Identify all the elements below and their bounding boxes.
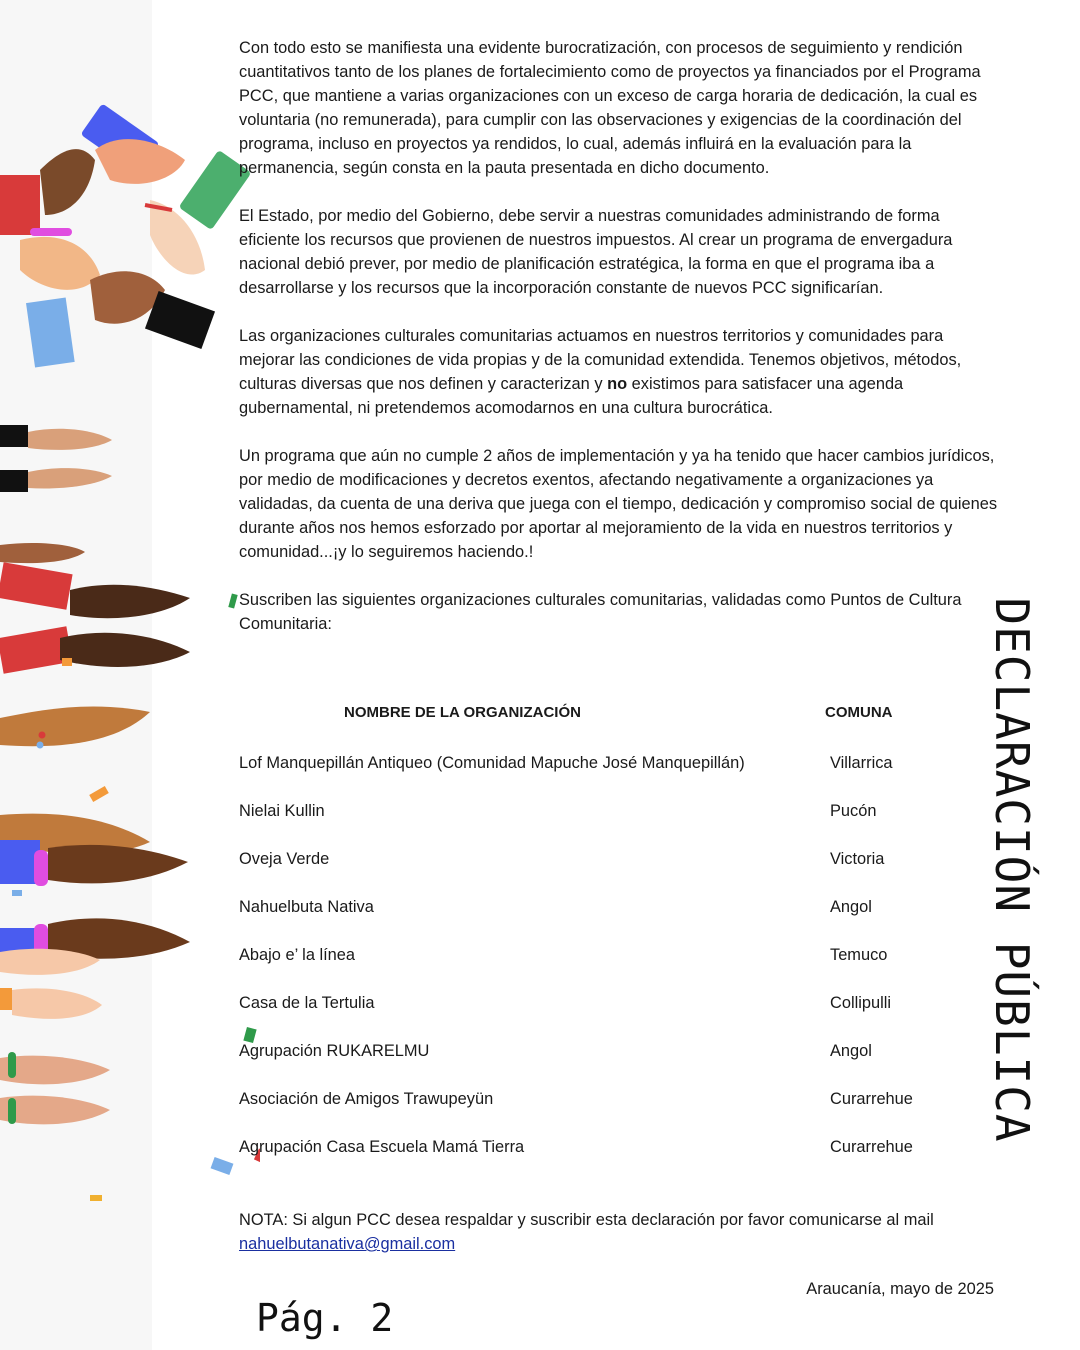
- organization-comuna: Victoria: [830, 850, 885, 868]
- organization-name: Nahuelbuta Nativa: [239, 898, 374, 916]
- organization-comuna: Curarrehue: [830, 1138, 913, 1156]
- table-row: [239, 943, 999, 967]
- organization-comuna: Angol: [830, 898, 872, 916]
- organization-comuna: Collipulli: [830, 994, 892, 1012]
- organization-name: Abajo e’ la línea: [239, 946, 356, 964]
- paragraph-organizaciones-start: Las organizaciones culturales comunitarias actuamos en nuestros territorios y comunidades para mejorar las condiciones de vida propias y de la comunidad extendida. Tenemos objetivos, métodos, culturas diversas que nos definen y caracterizan y: [239, 327, 962, 393]
- contact-email-link[interactable]: nahuelbutanativa@gmail.com: [239, 1235, 456, 1253]
- paragraph-suscriben: Suscriben las siguientes organizaciones culturales comunitarias, validadas como Puntos de Cultura Comunitaria:: [239, 591, 962, 633]
- organization-comuna: Angol: [830, 1042, 872, 1060]
- organization-name: Agrupación RUKARELMU: [239, 1042, 430, 1060]
- organization-comuna: Temuco: [830, 946, 888, 964]
- organization-name: Oveja Verde: [239, 850, 330, 868]
- page-number: Pág. 2: [256, 1296, 394, 1340]
- table-row: [239, 751, 999, 775]
- paragraph-programa: Un programa que aún no cumple 2 años de implementación y ya ha tenido que hacer cambios jurídicos, por medio de modificaciones y decretos exentos, afectando negativamente a organizaciones ya validadas, da cuenta de una deriva que juega con el tiempo, dedicación y compromiso social de quienes durante años nos hemos esforzado por aportar al mejoramiento de la vida en nuestros territorios y comunidad...¡y lo seguiremos haciendo.!: [239, 447, 998, 561]
- paragraph-organizaciones-end: existimos para satisfacer una agenda gubernamental, ni pretendemos acomodarnos en una cultura burocrática.: [239, 375, 904, 417]
- emphasis-no: no: [607, 375, 628, 393]
- organization-comuna: Villarrica: [830, 754, 893, 772]
- paragraph-estado: El Estado, por medio del Gobierno, debe servir a nuestras comunidades administrando de forma eficiente los recursos que provienen de nuestros impuestos. Al crear un programa de envergadura nacional debió prever, por medio de planificación estratégica, la forma en que el programa iba a desarrollarse y los recursos que la incorporación constante de nuevos PCC significarían.: [239, 207, 953, 297]
- contact-note: [239, 1208, 999, 1256]
- table-row: [239, 991, 999, 1015]
- column-header-organizacion: NOMBRE DE LA ORGANIZACIÓN: [344, 704, 581, 721]
- organization-name: Agrupación Casa Escuela Mamá Tierra: [239, 1138, 525, 1156]
- paragraph-burocratizacion: Con todo esto se manifiesta una evidente burocratización, con procesos de seguimiento y rendición cuantitativos tanto de los planes de fortalecimiento como de proyectos ya financiados por el Programa PCC, que mantiene a varias organizaciones con un exceso de carga horaria de dedicación, la cual es voluntaria (no remunerada), para cumplir con las observaciones y exigencias de la coordinación del programa, incluso en proyectos ya rendidos, lo cual, además influirá en la evaluación para la permanencia, según consta en la pauta presentada en dicho documento.: [239, 39, 981, 177]
- table-row: [239, 895, 999, 919]
- organization-name: Lof Manquepillán Antiqueo (Comunidad Mapuche José Manquepillán): [239, 754, 745, 772]
- column-header-comuna: COMUNA: [825, 704, 893, 721]
- organization-name: Asociación de Amigos Trawupeyün: [239, 1090, 494, 1108]
- organization-comuna: Pucón: [830, 802, 877, 820]
- note-text: NOTA: Si algun PCC desea respaldar y suscribir esta declaración por favor comunicarse al mail: [239, 1211, 934, 1229]
- table-row: [239, 1087, 999, 1111]
- declaration-body: [239, 36, 999, 660]
- place-date-signoff: Araucanía, mayo de 2025: [806, 1280, 994, 1298]
- organization-comuna: Curarrehue: [830, 1090, 913, 1108]
- document-title: DECLARACIÓN PÚBLICA: [985, 597, 1039, 1143]
- table-row: [239, 799, 999, 823]
- organization-name: Casa de la Tertulia: [239, 994, 375, 1012]
- organizations-table-header: [239, 704, 999, 728]
- table-row: [239, 1135, 999, 1159]
- reaching-hands-icon: [0, 425, 190, 1124]
- organization-name: Nielai Kullin: [239, 802, 325, 820]
- paragraph-organizaciones: [239, 324, 999, 420]
- table-row: [239, 1039, 999, 1063]
- hands-illustration: [0, 0, 260, 1350]
- table-row: [239, 847, 999, 871]
- circle-of-hands-icon: [0, 103, 251, 367]
